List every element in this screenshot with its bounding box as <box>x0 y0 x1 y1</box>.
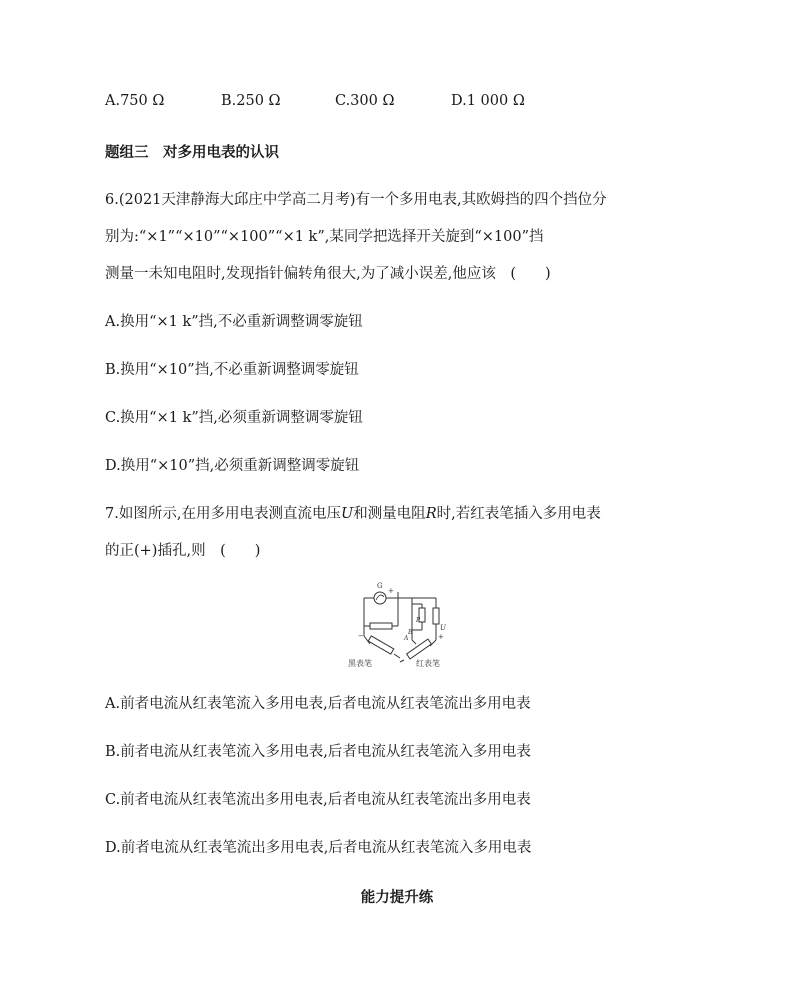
q7-stem-line2: 的正(+)插孔,则 ( ) <box>105 543 261 559</box>
label-plus-u: + <box>438 633 444 641</box>
section-title: 题组三 对多用电表的认识 <box>105 145 279 161</box>
label-black-probe: 黑表笔 <box>348 659 372 668</box>
q5-option-c: C.300 Ω <box>335 93 395 109</box>
ability-section-title: 能力提升练 <box>360 890 434 906</box>
label-red-probe: 红表笔 <box>416 659 440 668</box>
label-g: G <box>377 582 383 590</box>
q5-option-b: B.250 Ω <box>221 93 281 109</box>
label-plus-top: + <box>388 587 394 595</box>
q7-option-b: B.前者电流从红表笔流入多用电表,后者电流从红表笔流入多用电表 <box>105 744 531 760</box>
q7-option-d: D.前者电流从红表笔流出多用电表,后者电流从红表笔流入多用电表 <box>105 840 532 856</box>
q6-option-c: C.换用“×1 k”挡,必须重新调整调零旋钮 <box>105 410 363 426</box>
q7-option-c: C.前者电流从红表笔流出多用电表,后者电流从红表笔流出多用电表 <box>105 792 531 808</box>
q6-stem-line3: 测量一未知电阻时,发现指针偏转角很大,为了减小误差,他应该 ( ) <box>105 266 551 282</box>
q7-stem-line1: 7.如图所示,在用多用电表测直流电压U和测量电阻R时,若红表笔插入多用电表 <box>105 506 601 522</box>
q6-option-a: A.换用“×1 k”挡,不必重新调整调零旋钮 <box>105 314 363 330</box>
var-r: R <box>425 506 437 522</box>
label-b: B <box>408 629 413 636</box>
q5-options <box>105 93 705 113</box>
galvanometer-icon <box>374 592 386 604</box>
q7-option-a: A.前者电流从红表笔流入多用电表,后者电流从红表笔流出多用电表 <box>105 696 531 712</box>
q6-option-d: D.换用“×10”挡,必须重新调整调零旋钮 <box>105 458 360 474</box>
q6-option-b: B.换用“×10”挡,不必重新调整调零旋钮 <box>105 362 359 378</box>
q6-stem-line1: 6.(2021天津静海大邱庄中学高二月考)有一个多用电表,其欧姆挡的四个挡位分 <box>105 192 607 208</box>
label-u: U <box>440 624 446 632</box>
q5-option-a: A.750 Ω <box>105 93 165 109</box>
q6-stem-line2: 别为:“×1”“×10”“×100”“×1 k”,某同学把选择开关旋到“×100”挡 <box>105 229 544 245</box>
label-minus: − <box>358 632 364 640</box>
label-a: A <box>404 635 409 642</box>
q5-option-d: D.1 000 Ω <box>451 93 525 109</box>
multimeter-circuit-diagram <box>340 578 470 670</box>
label-r: R <box>416 617 421 624</box>
var-u: U <box>340 506 354 522</box>
